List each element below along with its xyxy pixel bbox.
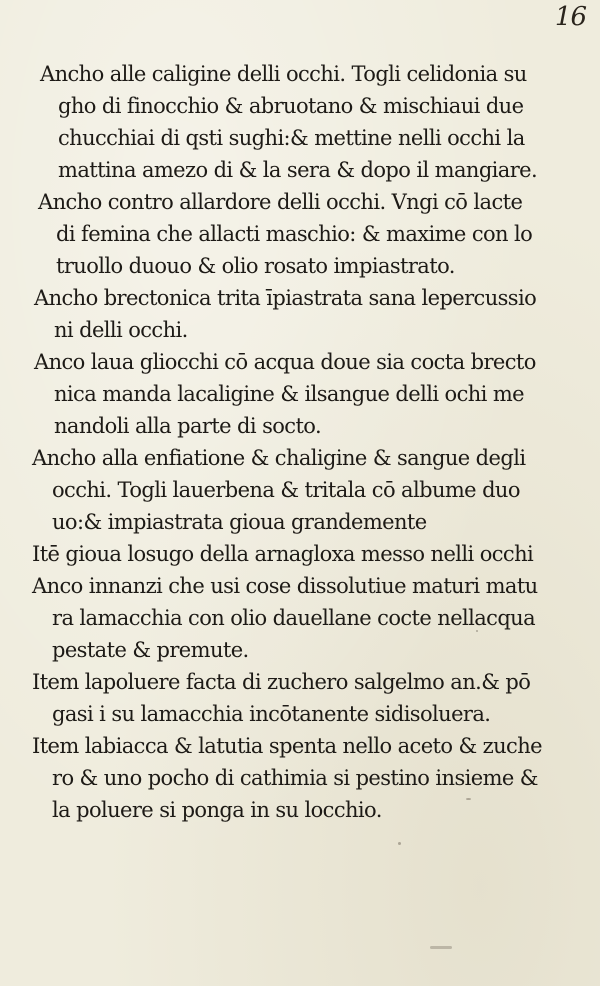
text-line: ra lamacchia con olio dauellane cocte nellacqua: [52, 606, 536, 630]
text-line: nandoli alla parte di socto.: [54, 414, 322, 438]
ink-speck: [430, 946, 452, 949]
text-line: Ancho brectonica trita īpiastrata sana lepercussio: [34, 286, 537, 310]
text-line: Ancho contro allardore delli occhi. Vngi cō lacte: [38, 190, 523, 214]
text-line: Anco innanzi che usi cose dissolutiue maturi matu: [32, 574, 538, 598]
text-line: la poluere si ponga in su locchio.: [52, 798, 382, 822]
text-line: gasi i su lamacchia incōtanente sidisoluera.: [52, 702, 491, 726]
text-line: ni delli occhi.: [54, 318, 188, 342]
text-line: Item lapoluere facta di zuchero salgelmo an.& pō: [32, 670, 531, 694]
text-line: gho di finocchio & abruotano & mischiaui due: [58, 94, 524, 118]
text-line: pestate & premute.: [52, 638, 249, 662]
text-line: Anco laua gliocchi cō acqua doue sia cocta brecto: [34, 350, 536, 374]
text-line: Itē gioua losugo della arnagloxa messo nelli occhi: [32, 542, 534, 566]
text-line: ro & uno pocho di cathimia si pestino insieme &: [52, 766, 538, 790]
text-line: chucchiai di qsti sughi:& mettine nelli occhi la: [58, 126, 525, 150]
text-line: Ancho alla enfiatione & chaligine & sangue degli: [32, 446, 526, 470]
text-line: di femina che allacti maschio: & maxime con lo: [56, 222, 533, 246]
ink-speck: [466, 798, 471, 800]
ink-speck: [476, 630, 478, 632]
text-line: mattina amezo di & la sera & dopo il mangiare.: [58, 158, 538, 182]
text-line: Item labiacca & latutia spenta nello aceto & zuche: [32, 734, 542, 758]
text-block: [0, 58, 600, 826]
folio-number: 16: [554, 2, 586, 32]
text-line: Ancho alle caligine delli occhi. Togli celidonia su: [40, 62, 527, 86]
text-line: uo:& impiastrata gioua grandemente: [52, 510, 427, 534]
text-line: truollo duouo & olio rosato impiastrato.: [56, 254, 455, 278]
text-line: nica manda lacaligine & ilsangue delli ochi me: [54, 382, 524, 406]
text-line: occhi. Togli lauerbena & tritala cō albume duo: [52, 478, 520, 502]
ink-speck: [398, 842, 401, 845]
